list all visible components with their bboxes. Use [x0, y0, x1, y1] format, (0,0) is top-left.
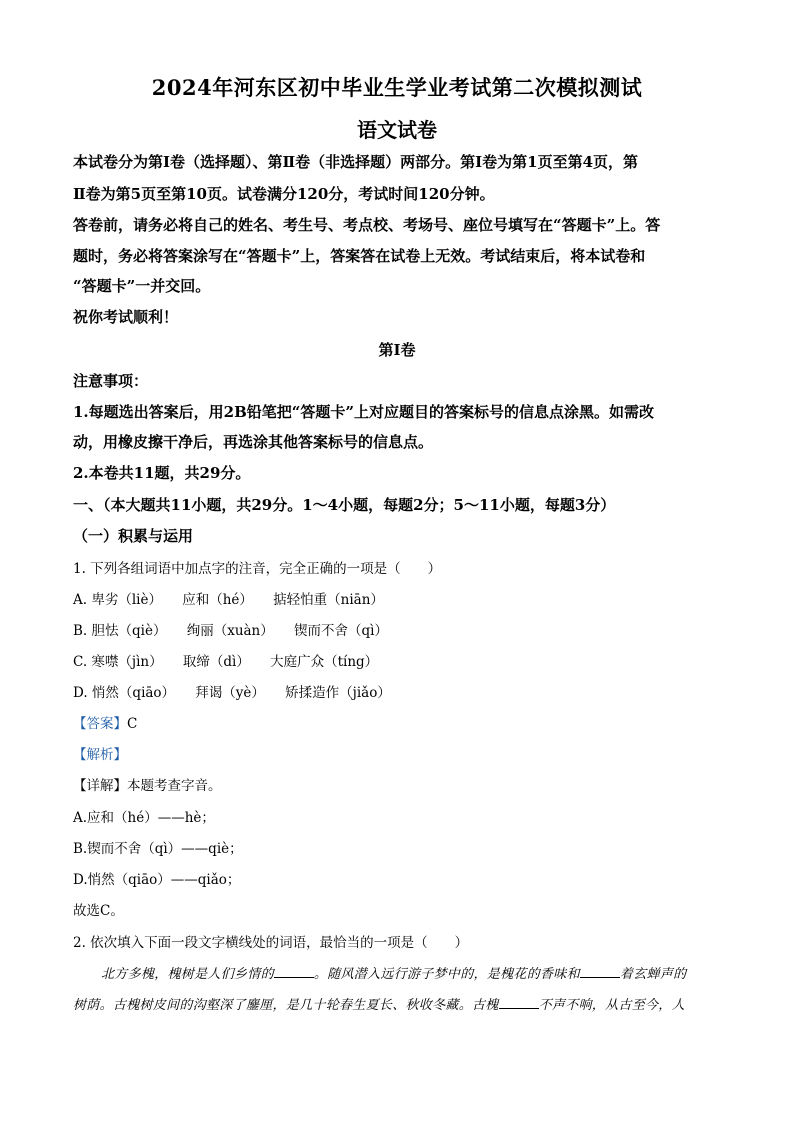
passage-line [101, 963, 686, 982]
explanation-line: 故选C。 [73, 903, 124, 919]
intro-line: 题时，务必将答案涂写在“答题卡”上，答案答在试卷上无效。考试结束后，将本试卷和 [73, 247, 646, 265]
detail-text: 本题考查字音。 [127, 778, 222, 794]
exam-title: 2024年河东区初中毕业生学业考试第二次模拟测试 [151, 75, 643, 100]
explanation-line: A.应和（hé）——hè； [73, 810, 215, 826]
passage-text: 北方多槐，槐树是人们乡情的 [101, 967, 274, 982]
note-line: 1.每题选出答案后，用2B铅笔把“答题卡”上对应题目的答案标号的信息点涂黑。如需改 [73, 403, 655, 421]
passage-line [73, 994, 685, 1013]
analysis-tag: 【解析】 [73, 747, 127, 763]
question-1-stem: 1. 下列各组词语中加点字的注音，完全正确的一项是（ ） [73, 561, 442, 577]
passage-text: 不声不响，从古至今，人 [538, 998, 685, 1013]
subpart-heading: （一）积累与运用 [73, 527, 194, 545]
detail-line [73, 774, 222, 794]
intro-line: 答卷前，请务必将自己的姓名、考生号、考点校、考场号、座位号填写在“答题卡”上。答 [73, 216, 661, 234]
passage-text: 。随风潜入远行游子梦中的，是槐花的香味和 [313, 967, 580, 982]
answer-line [73, 712, 137, 732]
answer-value: C [127, 716, 138, 732]
question-2-stem: 2. 依次填入下面一段文字横线处的词语，最恰当的一项是（ ） [73, 935, 469, 951]
intro-line: 本试卷分为第Ⅰ卷（选择题）、第Ⅱ卷（非选择题）两部分。第Ⅰ卷为第1页至第4页，第 [73, 153, 639, 171]
part-heading: 一、（本大题共11小题，共29分。1～4小题，每题2分；5～11小题，每题3分） [73, 496, 616, 514]
detail-tag: 【详解】 [73, 778, 127, 794]
option-d: D. 悄然（qiāo） 拜谒（yè） 矫揉造作（jiǎo） [73, 685, 391, 701]
note-line: 动，用橡皮擦干净后，再选涂其他答案标号的信息点。 [73, 433, 434, 451]
option-c: C. 寒噤（jìn） 取缔（dì） 大庭广众（tíng） [73, 654, 379, 670]
fill-blank [580, 965, 620, 978]
option-b: B. 胆怯（qiè） 绚丽（xuàn） 锲而不舍（qì） [73, 623, 388, 639]
note-line: 2.本卷共11题，共29分。 [73, 464, 251, 482]
intro-line: Ⅱ卷为第5页至第10页。试卷满分120分，考试时间120分钟。 [73, 185, 495, 203]
intro-line: “答题卡”一并交回。 [73, 277, 211, 295]
good-luck-text: 祝你考试顺利！ [73, 308, 179, 326]
explanation-line: D.悄然（qiāo）——qiǎo； [73, 872, 241, 888]
fill-blank [274, 965, 314, 978]
section-heading: 第Ⅰ卷 [378, 341, 416, 359]
answer-tag: 【答案】 [73, 716, 127, 732]
notes-title: 注意事项： [73, 372, 149, 390]
explanation-line: B.锲而不舍（qì）——qiè； [73, 841, 243, 857]
passage-text: 着玄蝉声的 [619, 967, 687, 982]
passage-text: 树荫。古槐树皮间的沟壑深了鏖厘，是几十轮春生夏长、秋收冬藏。古槐 [73, 998, 499, 1013]
fill-blank [499, 996, 539, 1009]
exam-subtitle: 语文试卷 [357, 118, 437, 142]
analysis-line [73, 743, 127, 763]
option-a: A. 卑劣（liè） 应和（hé） 掂轻怕重（niān） [73, 592, 384, 608]
